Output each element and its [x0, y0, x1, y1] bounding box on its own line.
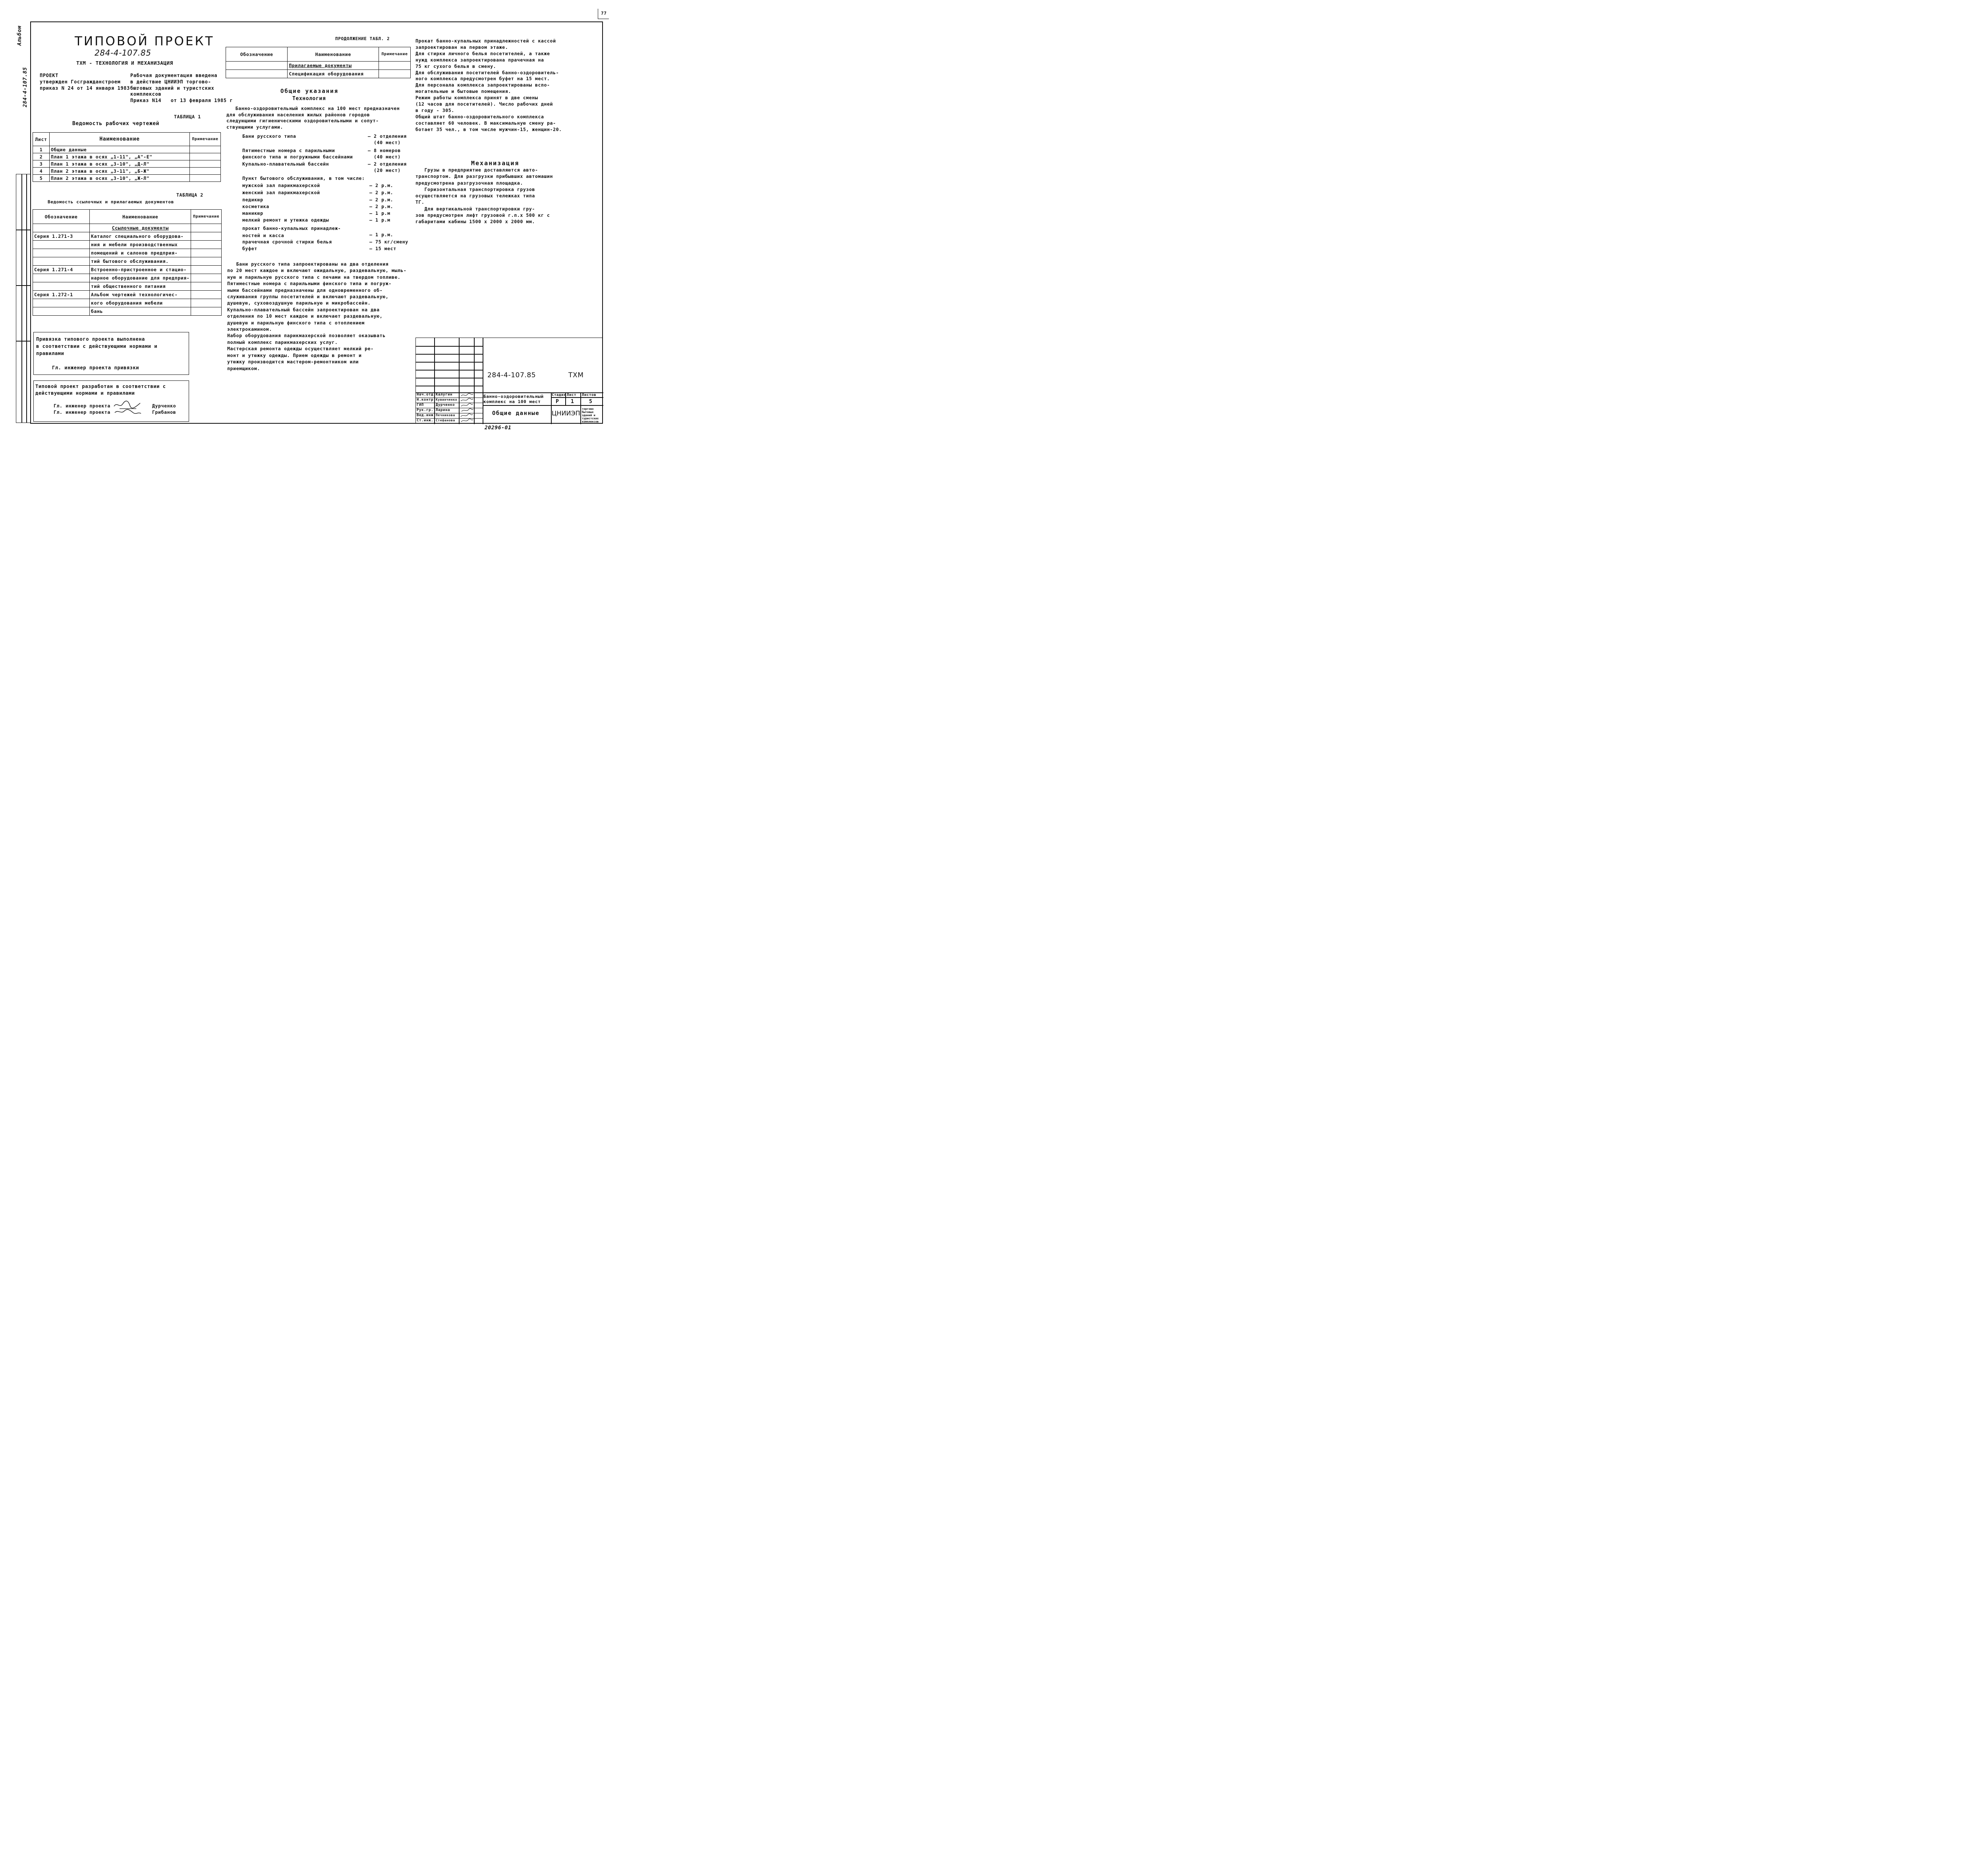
table-cell: бань: [90, 307, 191, 316]
role-cell: Ст.инж.: [417, 419, 434, 423]
table-cell: Серия 1.271-3: [33, 232, 90, 241]
name-cell: Печникова: [436, 413, 455, 417]
col-header: Лист: [33, 133, 50, 146]
table-cell: [191, 282, 222, 291]
service-value: — 2 р.м.: [369, 183, 394, 188]
engineer-role: Гл. инженер проекта: [54, 403, 110, 409]
service-value: — 15 мест: [369, 246, 396, 251]
table-cell: План 1 этажа в осях „1-11", „А"-Е": [49, 153, 189, 160]
side-divider: [16, 285, 31, 286]
project-title: ТИПОВОЙ ПРОЕКТ: [75, 34, 214, 48]
service-value: — 2 отделения (40 мест): [368, 133, 407, 145]
stamp-mark: ТХМ: [568, 371, 584, 379]
table-cell: [190, 175, 221, 182]
col-header: Обозначение: [226, 47, 288, 62]
table-cell: Ссылочные документы: [90, 224, 191, 232]
role-cell: Рук.гр.: [417, 408, 434, 412]
side-stamp-grid: [16, 174, 31, 423]
col-header: Обозначение: [33, 210, 90, 224]
table-cell: Прилагаемые документы: [288, 62, 379, 70]
table1-title: Ведомость рабочих чертежей: [72, 121, 160, 127]
table-cell: 2: [33, 153, 50, 160]
table-cell: [191, 274, 222, 282]
role-cell: Н.контр.: [417, 398, 436, 402]
name-cell: Дурченко: [436, 403, 455, 407]
mechanization-title: Механизация: [471, 160, 520, 167]
table-cell: нарное оборудование для предприя-: [90, 274, 191, 282]
cont-table: [226, 47, 411, 78]
table1-label: ТАБЛИЦА 1: [174, 114, 201, 120]
frame-top: [30, 21, 603, 22]
side-divider: [16, 341, 31, 342]
table-cell: План 2 этажа в осях „3-11", „Б-Ж": [49, 168, 189, 175]
service-value: — 1 р.м: [369, 217, 390, 223]
table-cell: [33, 241, 90, 249]
table-cell: [191, 257, 222, 266]
table-cell: Каталог специального оборудова-: [90, 232, 191, 241]
sheet-header: Лист: [567, 393, 577, 397]
table-cell: [33, 249, 90, 257]
general-subtitle: Технология: [292, 96, 326, 102]
table-cell: [191, 224, 222, 232]
table-cell: [190, 146, 221, 153]
table-cell: 4: [33, 168, 50, 175]
service-value: — 75 кг/смену: [369, 239, 408, 245]
approval-note: ПРОЕКТ утвержден Госгражданстроем приказ N 24 от 14 января 1983 г.: [40, 73, 139, 91]
signature-image: [112, 400, 143, 416]
table-cell: [379, 62, 411, 70]
developed-box: [33, 380, 189, 422]
role-cell: ГИП: [417, 403, 424, 407]
service-value: — 2 р.м.: [369, 197, 394, 203]
service-item: Пункт бытового обслуживания, в том числе:: [242, 176, 365, 181]
table-cell: [33, 299, 90, 307]
binding-box: [33, 332, 189, 375]
name-cell: Стефанова: [436, 419, 455, 422]
side-divider: [26, 174, 27, 423]
stage-header: Стадия: [552, 393, 566, 397]
engineer-role: Гл. инженер проекта: [54, 409, 110, 415]
title-block: [415, 338, 603, 424]
col-header: Наименование: [90, 210, 191, 224]
service-value: — 2 р.м.: [369, 204, 394, 209]
service-item: косметика: [242, 204, 269, 209]
table-cell: помещений и салонов предприя-: [90, 249, 191, 257]
table-cell: [191, 232, 222, 241]
side-divider: [21, 174, 22, 423]
table-cell: [191, 307, 222, 316]
col-header: Наименование: [288, 47, 379, 62]
sheets-header: Листов: [582, 393, 597, 397]
table-cell: План 1 этажа в осях „3-10", „Д-Л": [49, 160, 189, 168]
table-cell: [190, 168, 221, 175]
object-name: Банно-оздоровительный комплекс на 100 мест: [483, 394, 544, 404]
table2-title: Ведомость ссылочных и прилагаемых документов: [48, 199, 174, 205]
stamp-people: [416, 392, 483, 424]
service-value: — 2 отделения (20 мест): [368, 161, 407, 173]
grid-line: [416, 370, 483, 371]
table2-label: ТАБЛИЦА 2: [176, 192, 203, 198]
table-cell: Серия 1.271-4: [33, 266, 90, 274]
service-item: маникюр: [242, 210, 263, 216]
project-number: 284-4-107.85: [95, 48, 151, 58]
service-value: — 2 р.м.: [369, 190, 394, 195]
stage-value: Р: [556, 399, 559, 405]
service-item: мужской зал парикмахерской: [242, 183, 320, 188]
table-cell: [191, 241, 222, 249]
grid-line: [483, 405, 603, 406]
table-cell: [226, 70, 288, 78]
table-cell: Серия 1.272-1: [33, 291, 90, 299]
table-cell: [191, 299, 222, 307]
engineer-name: Грибанов: [152, 409, 176, 415]
service-value: — 8 номеров (40 мест): [368, 148, 401, 160]
grid-line: [416, 354, 483, 355]
binding-engineer: Гл. инженер проекта привязки: [52, 365, 139, 371]
table-cell: [190, 153, 221, 160]
table-cell: кого оборудования мебели: [90, 299, 191, 307]
service-item: мелкий ремонт и утюжка одежды: [242, 217, 329, 223]
engineer-name: Дурченко: [152, 403, 176, 409]
side-album: Альбом: [17, 25, 23, 46]
table-cell: тий бытового обслуживания.: [90, 257, 191, 266]
table-cell: [33, 307, 90, 316]
table-cell: План 2 этажа в осях „3-10", „Ж-Л": [49, 175, 189, 182]
table-cell: 5: [33, 175, 50, 182]
table-cell: Спецификация оборудования: [288, 70, 379, 78]
col-header: Наименование: [49, 133, 189, 146]
sheet-title: Общие данные: [492, 410, 540, 417]
service-item: буфет: [242, 246, 257, 251]
general-intro: Банно-оздоровительный комплекс на 100 мест предназначен для обслуживания населения жилых районов городов следующими гигиеническими оздоровительными и сопут- ствующими услугами.: [226, 106, 400, 130]
table-cell: [191, 291, 222, 299]
org-full-name: торгово бытовых зданий и туристских комплексов: [582, 407, 599, 423]
col-header: Примечание: [379, 47, 411, 62]
table-cell: 1: [33, 146, 50, 153]
table-cell: Общие данные: [49, 146, 189, 153]
table-cell: [379, 70, 411, 78]
table-cell: [33, 282, 90, 291]
table-cell: [33, 224, 90, 232]
col-header: Примечание: [191, 210, 222, 224]
sheet-number: 77: [601, 11, 607, 16]
cont-table-label: ПРОДОЛЖЕНИЕ ТАБЛ. 2: [335, 36, 390, 41]
references-table: [33, 209, 222, 316]
grid-line: [416, 346, 483, 347]
table-cell: [33, 257, 90, 266]
signatures-image: [460, 392, 474, 424]
archive-number: 20296-01: [485, 425, 512, 431]
col-header: Примечание: [190, 133, 221, 146]
role-cell: Вед.инж: [417, 413, 434, 417]
service-value: — 1 р.м.: [369, 232, 394, 237]
table-cell: [33, 274, 90, 282]
enactment-note: Рабочая документация введена в действие ЦНИИЭП торгово- бытовых зданий и туристских комплексов Приказ N14 от 13 февраля 1985 г: [130, 73, 233, 104]
service-item: прокат банно-купальных принадлеж- ностей и касса: [242, 226, 341, 238]
name-cell: Калугин: [436, 393, 453, 397]
service-item: Купально-плавательный бассейн: [242, 161, 329, 167]
name-cell: Кувинченко: [436, 398, 458, 401]
side-code: 284-4-107.85: [22, 67, 28, 107]
table-cell: 3: [33, 160, 50, 168]
service-item: прачечная срочной стирки белья: [242, 239, 332, 245]
service-item: Пятиместные номера с парильными финского типа и погружными бассейнами: [242, 148, 353, 160]
service-item: женский зал парикмахерской: [242, 190, 320, 195]
service-item: педикюр: [242, 197, 263, 203]
grid-line: [551, 397, 603, 398]
mechanization-text: Грузы в предприятие доставляются авто- транспортом. Для разгрузки прибывших автомашин предусмотрена разгрузочная площадка. Горизонтальная транспортировка грузов осуществляется на грузовых тележках типа ТГ. Для вертикальной транспортировки гру- зов предусмотрен лифт грузовой г.п.х 500 кг с габаритами кабины 1500 х 2000 х 2000 мм.: [415, 167, 553, 225]
table-cell: Встроенно-пристроенное и стацио-: [90, 266, 191, 274]
table-cell: [190, 160, 221, 168]
drawings-table: [33, 132, 221, 182]
stamp-code: 284-4-107.85: [487, 371, 536, 379]
table-cell: [226, 62, 288, 70]
table-cell: [191, 249, 222, 257]
sheet-value: 1: [571, 399, 574, 405]
service-item: Бани русского типа: [242, 133, 296, 139]
table-cell: [191, 266, 222, 274]
service-value: — 1 р.м: [369, 210, 390, 216]
developed-text: Типовой проект разработан в соответствии с действующими нормами и правилами: [35, 384, 166, 396]
name-cell: Ларина: [436, 408, 450, 412]
table-cell: Альбом чертежей технологичес-: [90, 291, 191, 299]
right-text: Прокат банно-купальных принадлежностей с кассой запроектирован на первом этаже. Для стирки личного белья посетителей, а также нужд комплекса запроектирована прачечная на 75 кг сухого белья в смену. Для обслуживания посетителей банно-оздоровитель- ного комплекса предусмотрен буфет на 15 мест. Для персонала комплекса запроектированы вспо- могательные и бытовые помещения. Режим работы комплекса принят в две смены (12 часов для посетителей). Число рабочих дней в году - 305. Общий штат банно-оздоровительного комплекса составляет 60 человек. В максимальную смену ра- ботает 35 чел., в том числе мужчин-15, женщин-20.: [415, 38, 562, 132]
role-cell: Нач.отд.: [417, 393, 436, 397]
general-title: Общие указания: [280, 88, 339, 95]
binding-text: Привязка типового проекта выполнена в соответствии с действующими нормами и правилами: [36, 336, 158, 356]
sheets-value: 5: [589, 399, 593, 405]
section-title: ТХМ - ТЕХНОЛОГИЯ И МЕХАНИЗАЦИЯ: [76, 60, 173, 66]
table-cell: ния и мебели производственных: [90, 241, 191, 249]
general-body: Бани русского типа запроектированы на два отделения по 20 мест каждое и включают ожидальную, раздевальную, мыль- ную и парильную русского типа с печами на твердом топливе. Пятиместные номера с парильными финского типа и погруж- ными бассейнами предназначены для одновременного об- служивания группы посетителей и включают раздевальную, душевую, суховоздушную парильную и микробассейн. Купально-плавательный бассейн запроектирован на два отделения по 10 мест каждое и включает раздевальную, душевую и парильную финского типа с отоплением электрокамином. Набор оборудования парикмахерской позволяет оказывать полный комплекс парикмахерских услуг. Мастерская ремонта одежды осуществляет мелкий ре- монт и утюжку одежды. Прием одежды в ремонт и утюжку производится мастером-ремонтником или приемщиком.: [227, 261, 407, 371]
grid-line: [416, 362, 483, 363]
org-name: ЦНИИЭП: [552, 409, 580, 417]
table-cell: тий общественного питания: [90, 282, 191, 291]
